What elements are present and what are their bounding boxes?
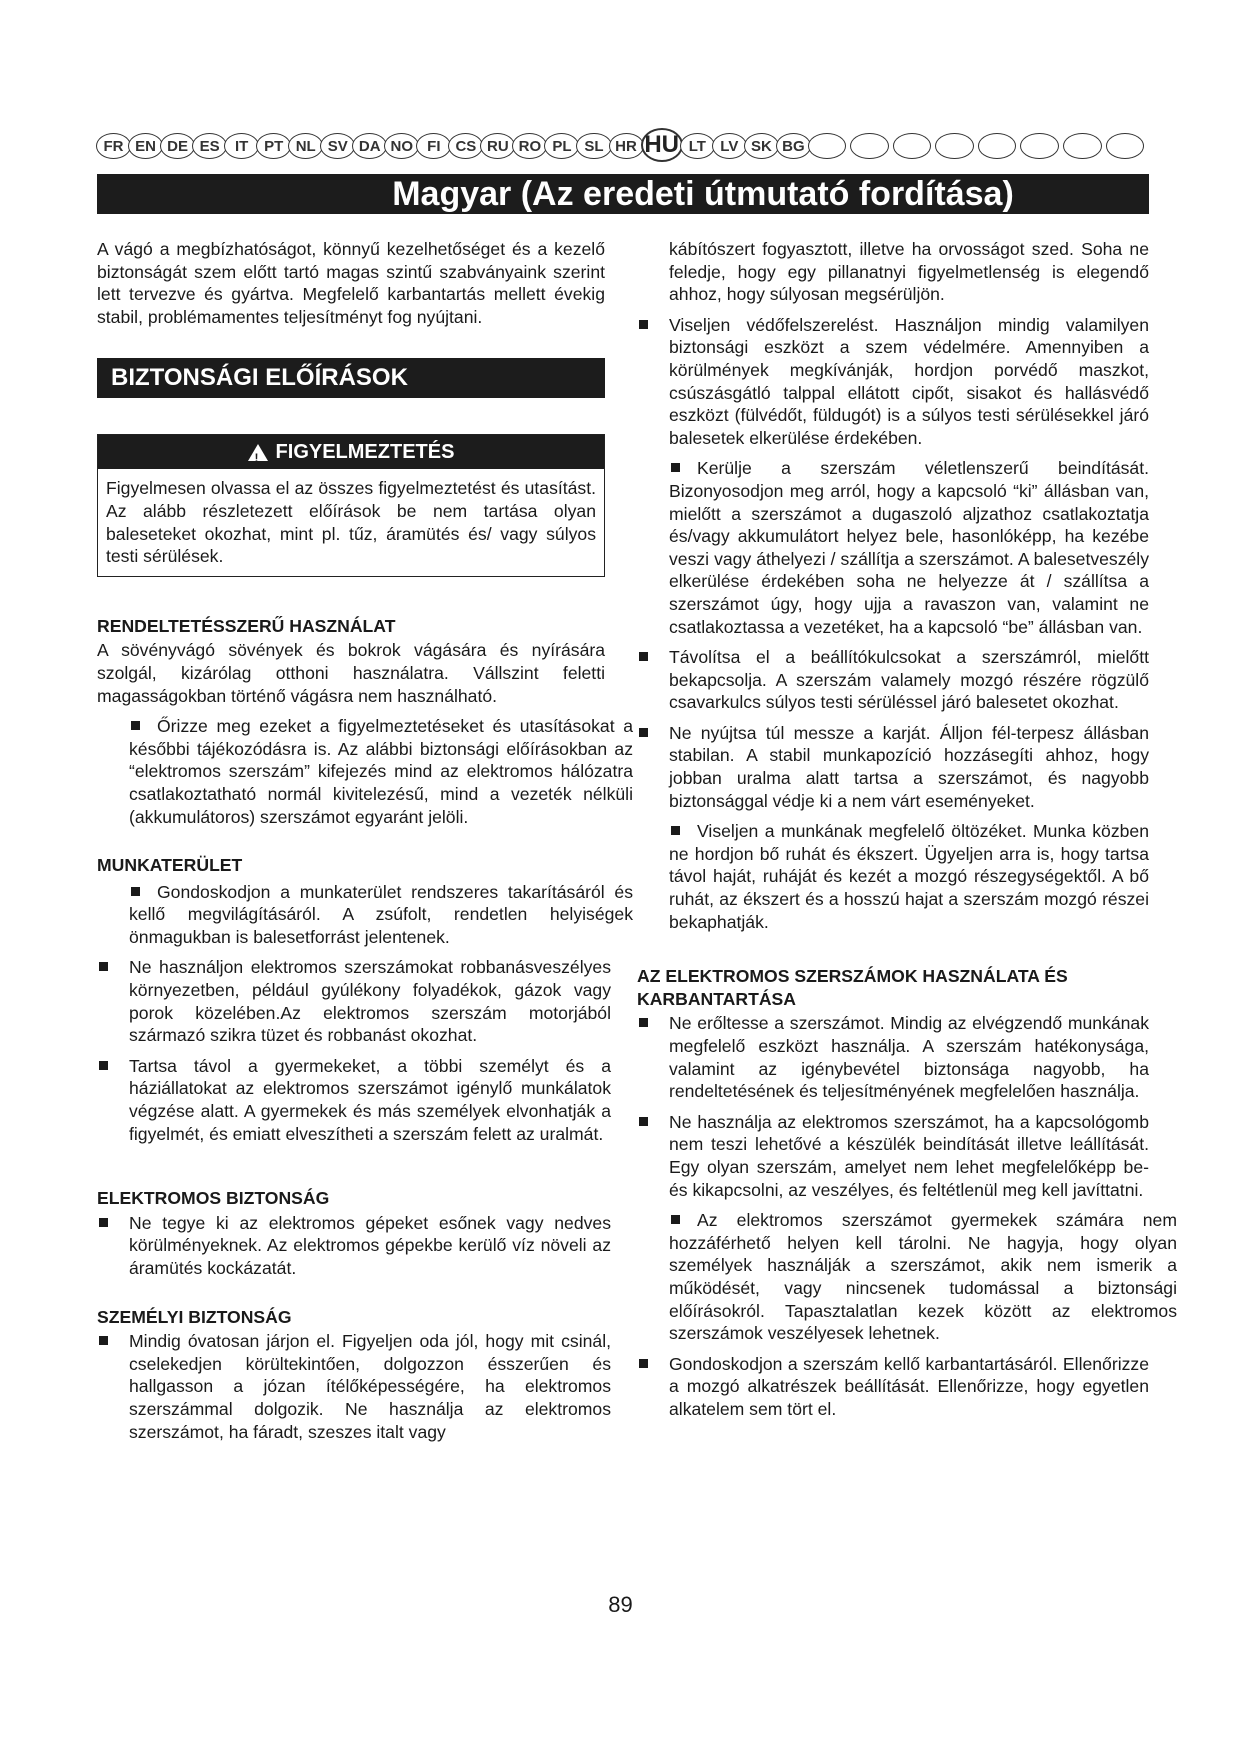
electrical-safety-heading: ELEKTROMOS BIZTONSÁG [97, 1188, 330, 1209]
list-item: Távolítsa el a beállítókulcsokat a szerszámról, mielőtt bekapcsolja. A szerszám valamely mozgó részére rögzülő csavarkulcs súlyos testi sérüléssel járó balesetet okozhat. [637, 646, 1149, 714]
list-item: Ne használjon elektromos szerszámokat robbanásveszélyes környezetben, például gyúlékony folyadékok, gázok vagy porok közelében.Az elektromos szerszám motorjából származó szikra tüzet és robbanást okozhat. [97, 956, 611, 1046]
safety-heading: BIZTONSÁGI ELŐÍRÁSOK [97, 358, 605, 398]
tool-use-indented-list [637, 1209, 1177, 1345]
language-tab-pt: PT [256, 133, 291, 159]
list-item: Az elektromos szerszámot gyermekek számára nem hozzáférhető helyen kell tárolni. Ne hagyja, hogy olyan személyek használják a szerszámot, akik nem ismerik a működését, vagy nincsenek tudomással a biztonsági előírásokról. Tapasztalatlan kezek között az elektromos szerszámok veszélyesek lehetnek. [637, 1209, 1177, 1345]
right-column [637, 238, 1182, 1421]
page-title: Magyar (Az eredeti útmutató fordítása) [97, 174, 1149, 214]
language-tab-sl: SL [576, 133, 611, 159]
language-tab-empty [1106, 133, 1145, 159]
page-number: 89 [608, 1592, 633, 1617]
language-tab-empty [850, 133, 889, 159]
tool-use-list-2 [637, 1353, 1149, 1421]
warning-header [98, 435, 604, 469]
language-tab-no: NO [384, 133, 419, 159]
language-tab-ru: RU [480, 133, 515, 159]
language-tab-empty [808, 133, 847, 159]
language-tab-da: DA [352, 133, 387, 159]
tool-use-heading: AZ ELEKTROMOS SZERSZÁMOK HASZNÁLATA ÉS KARBANTARTÁSA [637, 966, 1068, 1009]
language-tab-nl: NL [288, 133, 323, 159]
language-tab-ro: RO [512, 133, 547, 159]
work-area-heading: MUNKATERÜLET [97, 855, 243, 876]
language-tab-empty [1020, 133, 1059, 159]
personal-safety-indented-list-2 [637, 820, 1149, 933]
language-tab-es: ES [192, 133, 227, 159]
list-item: Ne erőltesse a szerszámot. Mindig az elvégzendő munkának megfelelő eszközt használja. A szerszám hatékonysága, valamint az igénybevétel biztonsága nagyobb, ha rendeltetésének és teljesítményének megfelelően használja. [637, 1012, 1149, 1102]
list-item: Viseljen a munkának megfelelő öltözéket. Munka közben ne hordjon bő ruhát és ékszert. Ügyeljen arra is, hogy tartsa távol haját, ruháját és kezét a mozgó részegységektől. A bő ruhát, az ékszert és a hosszú hajat a szerszám mozgó részei bekaphatják. [637, 820, 1149, 933]
warning-icon [248, 444, 268, 461]
list-item: Mindig óvatosan járjon el. Figyeljen oda jól, hogy mit csinál, cselekedjen körültekintően, dolgozzon ésszerűen és hallgasson a józan ítélőképességére, ha elektromos szerszámmal dolgozik. Ne használja az elektromos szerszámot, ha fáradt, szeszes italt vagy [97, 1330, 611, 1443]
list-item: Ne használja az elektromos szerszámot, ha a kapcsológomb nem teszi lehetővé a készülék beindítását illetve leállítását. Egy olyan szerszám, amelyet nem lehet megfelelőképp be- és kikapcsolni, az veszélyes, és feltétlenül meg kell javíttatni. [637, 1111, 1149, 1201]
list-item: Kerülje a szerszám véletlenszerű beindítását. Bizonyosodjon meg arról, hogy a kapcsoló “ki” állásban van, mielőtt a szerszámot a dugaszoló aljzathoz csatlakoztatja és/vagy akkumulátort helyez bele, hasonlóképp, ha kezébe veszi vagy áthelyezi / szállítja a szerszámot. A balesetveszély elkerülése érdekében soha ne helyezze át / szállítsa a szerszámot úgy, hogy ujja a ravaszon van, valamint ne csatlakoztassa a vezetéket, ha a kapcsoló “be” állásban van. [637, 457, 1149, 638]
language-tab-empty [1063, 133, 1102, 159]
language-tab-sk: SK [744, 133, 779, 159]
electrical-safety-list [97, 1212, 611, 1280]
language-tab-cs: CS [448, 133, 483, 159]
language-tab-bg: BG [776, 133, 811, 159]
personal-safety-heading: SZEMÉLYI BIZTONSÁG [97, 1306, 292, 1327]
language-tab-empty [935, 133, 974, 159]
list-item: Őrizze meg ezeket a figyelmeztetéseket és utasításokat a későbbi tájékozódásra is. Az alábbi biztonsági előírásokban az “elektromos szerszám” kifejezés mind az elektromos hálózatra csatlakoztatható normál kivitelezésű, mind a vezeték nélküli (akkumulátoros) szerszámot egyaránt jelöli. [97, 715, 633, 828]
intro-paragraph: A vágó a megbízhatóságot, könnyű kezelhetőséget és a kezelő biztonságát szem előtt tartó magas szintű szabványaink szerint lett tervezve és gyártva. Megfelelő karbantartás mellett évekig stabil, problémamentes teljesítményt fog nyújtani. [97, 239, 605, 327]
language-tab-empty [893, 133, 932, 159]
list-item: Gondoskodjon a szerszám kellő karbantartásáról. Ellenőrizze a mozgó alkatrészek beállítását. Ellenőrizze, hogy egyetlen alkatelem sem tört el. [637, 1353, 1149, 1421]
intended-use-text: A sövényvágó sövények és bokrok vágására és nyírására szolgál, kizárólag otthoni használatra. Vállszint feletti magasságokban történő vágásra nem használható. [97, 640, 605, 706]
language-tab-pl: PL [544, 133, 579, 159]
personal-safety-list [97, 1330, 611, 1443]
list-item: Viseljen védőfelszerelést. Használjon mindig valamilyen biztonsági eszközt a szem védelmére. Amennyiben a körülmények megkívánják, hordjon porvédő maszkot, csúszásgátló talppal ellátott cipőt, sisakot és hallásvédő eszközt (fülvédőt, füldugót) is a súlyos testi sérülésekkel járó balesetek elkerülése érdekében. [637, 314, 1149, 450]
language-tab-sv: SV [320, 133, 355, 159]
work-area-indented-list [97, 881, 633, 949]
personal-safety-indented-list [637, 457, 1149, 638]
work-area-list [97, 956, 611, 1145]
personal-safety-continuation: kábítószert fogyasztott, illetve ha orvosságot szed. Soha ne feledje, hogy egy pillanatnyi figyelmetlenség is elegendő ahhoz, hogy súlyosan megsérüljön. [669, 239, 1149, 305]
language-tab-empty [978, 133, 1017, 159]
tool-use-list [637, 1012, 1149, 1201]
language-tab-hu: HU [641, 128, 683, 162]
personal-safety-list-2 [637, 314, 1149, 450]
list-item: Ne tegye ki az elektromos gépeket esőnek vagy nedves körülményeknek. Az elektromos gépekbe kerülő víz növeli az áramütés kockázatát. [97, 1212, 611, 1280]
intended-use-list [97, 715, 633, 828]
list-item: Gondoskodjon a munkaterület rendszeres takarításáról és kellő megvilágításáról. A zsúfolt, rendetlen helyiségek önmagukban is balesetforrást jelentenek. [97, 881, 633, 949]
list-item: Tartsa távol a gyermekeket, a többi személyt és a háziállatokat az elektromos szerszámot igénylő munkálatok végzése alatt. A gyermekek és más személyek elvonhatják a figyelmét, és emiatt elveszítheti a szerszám felett az uralmát. [97, 1055, 611, 1145]
warning-text: Figyelmesen olvassa el az összes figyelmeztetést és utasítást. Az alább részletezett előírások be nem tartása olyan baleseteket okozhat, mint pl. tűz, áramütés és/ vagy súlyos testi sérülések. [106, 478, 596, 567]
language-tab-de: DE [160, 133, 195, 159]
warning-heading: FIGYELMEZTETÉS [275, 441, 455, 464]
language-tab-hr: HR [609, 133, 644, 159]
language-tabs [96, 128, 1148, 164]
warning-box [97, 434, 605, 576]
language-tab-fi: FI [416, 133, 451, 159]
language-tab-it: IT [224, 133, 259, 159]
language-tab-lt: LT [680, 133, 715, 159]
language-tab-lv: LV [712, 133, 747, 159]
left-column [97, 238, 633, 1443]
personal-safety-list-3 [637, 646, 1149, 812]
list-item: Ne nyújtsa túl messze a karját. Álljon fél-terpesz állásban stabilan. A stabil munkapozíció hozzásegíti ahhoz, hogy jobban uralma alatt tartsa a szerszámot, és nagyobb biztonsággal védje ki a nem várt eseményeket. [637, 722, 1149, 812]
intended-use-heading: RENDELTETÉSSZERŰ HASZNÁLAT [97, 615, 396, 636]
language-tab-en: EN [128, 133, 163, 159]
language-tab-fr: FR [96, 133, 131, 159]
